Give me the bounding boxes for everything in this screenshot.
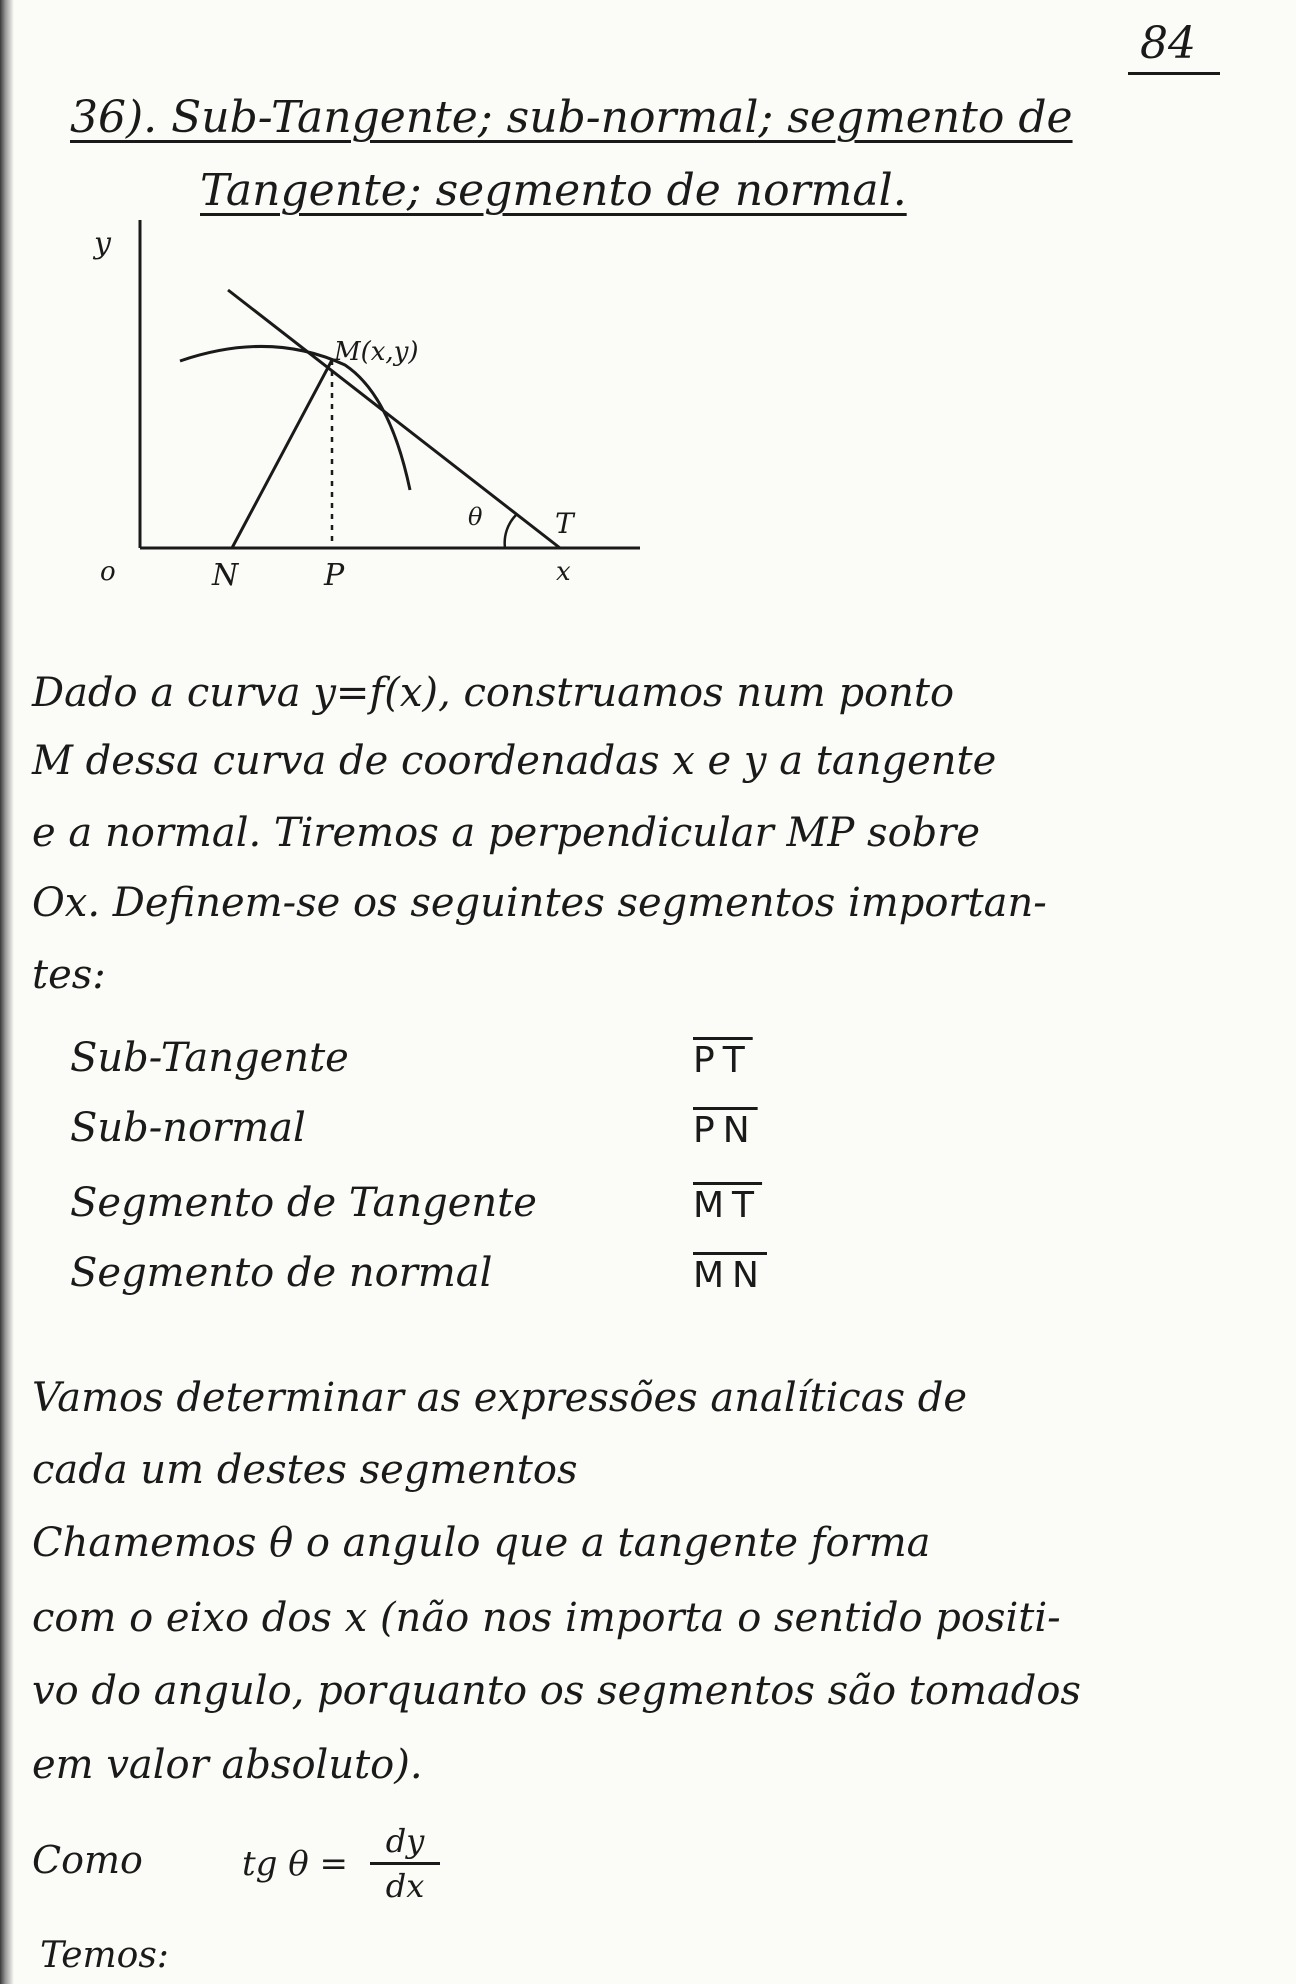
- section-title-line-1: 36). Sub-Tangente; sub-normal; segmento de: [70, 92, 1073, 143]
- tangent-normal-diagram: [94, 215, 660, 595]
- paragraph-1-line-3: e a normal. Tiremos a perpendicular MP sobre: [32, 810, 981, 856]
- paragraph-2-line-4: com o eixo dos x (não nos importa o sentido positi-: [32, 1595, 1061, 1641]
- paragraph-2-line-6: em valor absoluto).: [32, 1742, 423, 1788]
- fraction-bar: [370, 1862, 440, 1865]
- formula-fraction: [370, 1822, 440, 1905]
- origin-label: o: [100, 557, 116, 587]
- point-n-label: N: [212, 558, 239, 593]
- page-number: 84: [1140, 18, 1196, 69]
- tangent-line: [228, 290, 560, 548]
- point-m-label: M(x,y): [334, 337, 419, 367]
- paragraph-2-line-5: vo do angulo, porquanto os segmentos são tomados: [32, 1668, 1081, 1714]
- page-number-underline: [1128, 72, 1220, 75]
- definition-label-segmento-normal: Segmento de normal: [70, 1250, 493, 1296]
- section-title-line-2: Tangente; segmento de normal.: [200, 165, 907, 216]
- formula-lhs: tg θ =: [242, 1844, 349, 1884]
- page-binding-shadow: [0, 0, 14, 1984]
- definition-label-sub-normal: Sub-normal: [70, 1105, 306, 1151]
- paragraph-2-line-2: cada um destes segmentos: [32, 1447, 578, 1493]
- point-p-label: P: [324, 558, 345, 593]
- normal-line: [232, 360, 332, 548]
- definition-segment-pn: $\overline{PN}$: [693, 1110, 758, 1151]
- paragraph-2-line-3: Chamemos θ o angulo que a tangente forma: [32, 1520, 931, 1566]
- definition-label-segmento-tangente: Segmento de Tangente: [70, 1180, 537, 1226]
- angle-theta-arc: [505, 515, 516, 548]
- paragraph-1-line-2: M dessa curva de coordenadas x e y a tangente: [32, 738, 997, 784]
- point-t-label: T: [555, 507, 574, 540]
- formula-numerator: dy: [385, 1822, 425, 1860]
- y-axis-label: y: [94, 226, 111, 261]
- bottom-text: Temos:: [40, 1935, 169, 1976]
- formula-denominator: dx: [385, 1867, 425, 1905]
- angle-theta-label: θ: [468, 503, 483, 531]
- definition-segment-mn: $\overline{MN}$: [693, 1255, 767, 1296]
- paragraph-1-line-1: Dado a curva y=f(x), construamos num ponto: [32, 670, 955, 716]
- definition-segment-pt: $\overline{PT}$: [693, 1040, 753, 1081]
- curve-y-equals-f-x: [180, 346, 410, 490]
- paragraph-1-line-4: Ox. Definem-se os seguintes segmentos importan-: [32, 880, 1047, 926]
- definition-segment-mt: $\overline{MT}$: [693, 1185, 763, 1226]
- x-axis-label: x: [556, 557, 571, 587]
- paragraph-2-line-1: Vamos determinar as expressões analíticas de: [32, 1375, 968, 1421]
- paragraph-1-line-5: tes:: [32, 952, 106, 998]
- definition-label-sub-tangente: Sub-Tangente: [70, 1035, 349, 1081]
- formula-label: Como: [32, 1838, 143, 1882]
